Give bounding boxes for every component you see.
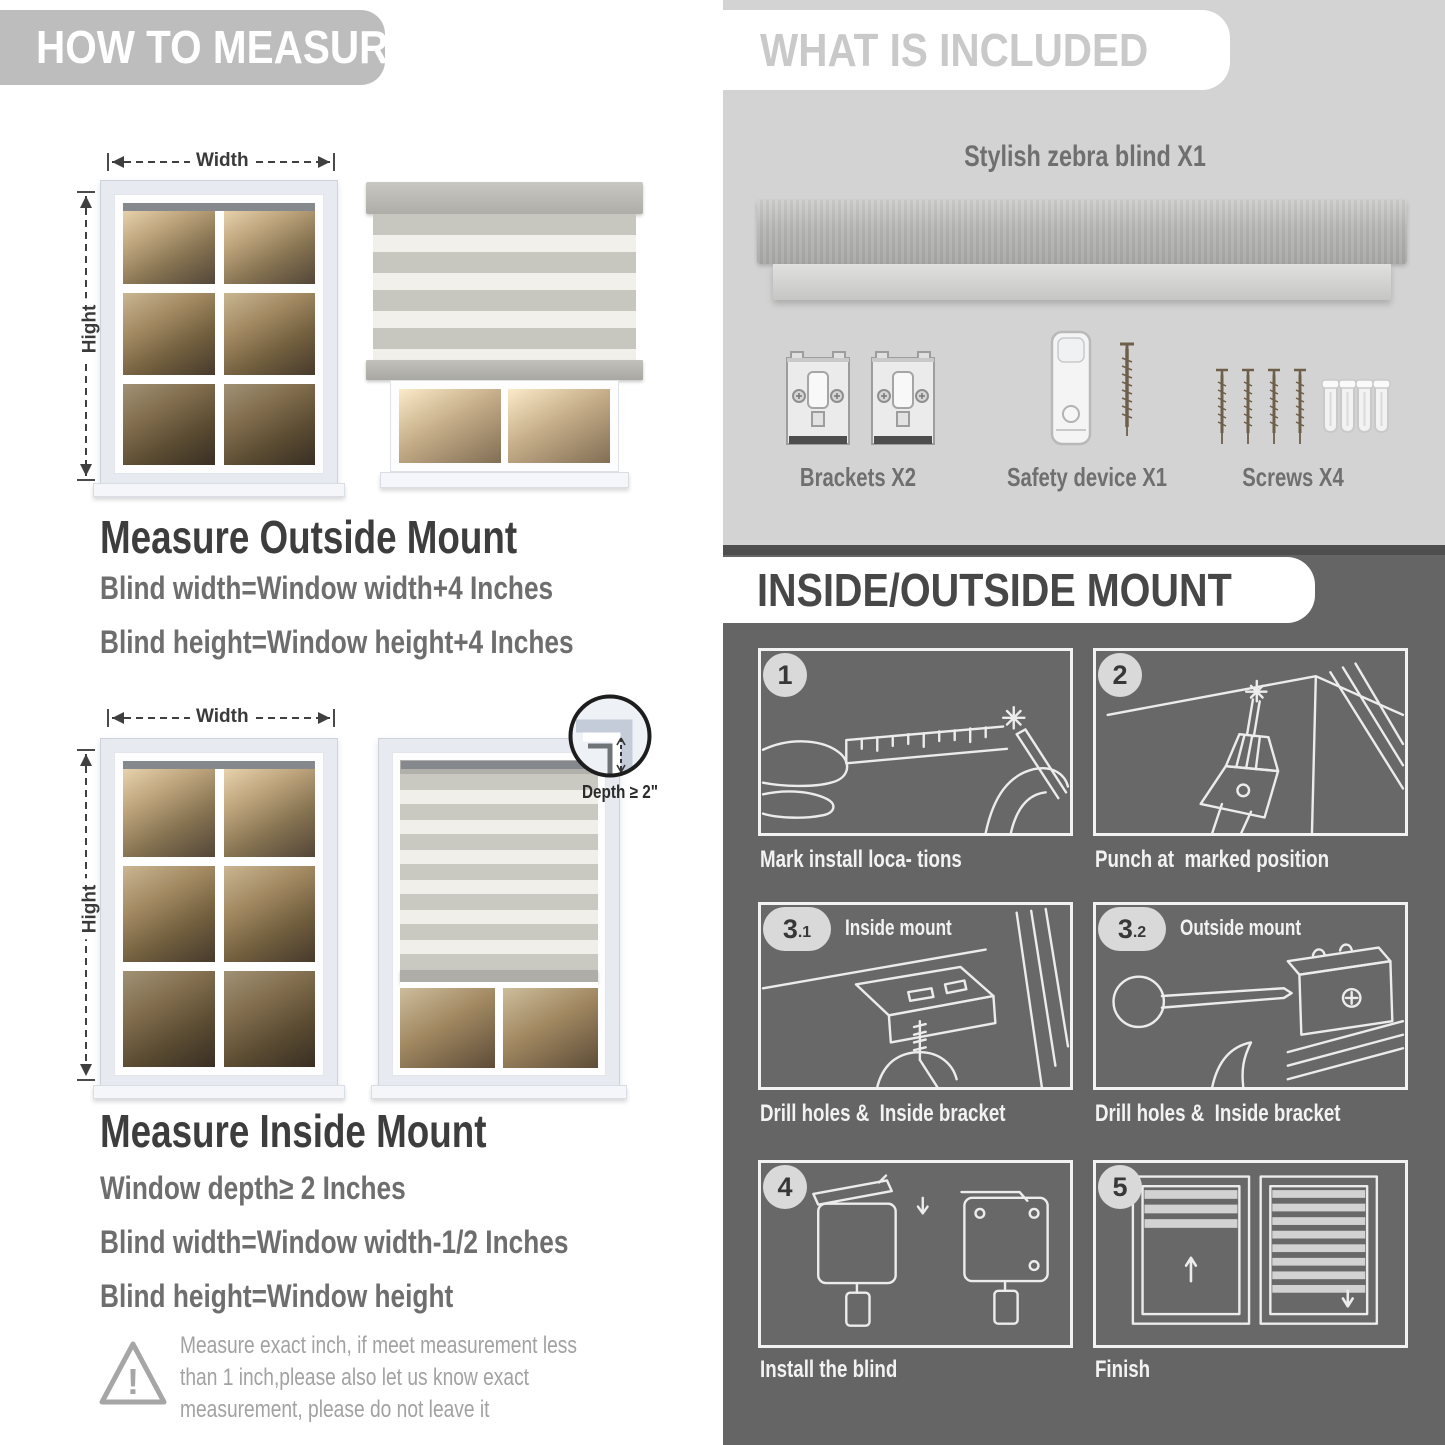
bracket-icon bbox=[783, 348, 938, 460]
outside-height-rule: Blind height=Window height+4 Inches bbox=[100, 624, 574, 660]
step-number-badge: 2 bbox=[1098, 653, 1142, 697]
step-caption-4: Install the blind bbox=[760, 1356, 898, 1383]
exclamation-triangle-icon bbox=[98, 1338, 168, 1410]
what-is-included-header bbox=[723, 10, 1230, 90]
drill-illustration bbox=[1096, 651, 1405, 833]
height-label: Hight bbox=[79, 299, 101, 360]
screws-label: Screws X4 bbox=[1242, 462, 1344, 492]
step-panel-3-2 bbox=[1093, 902, 1408, 1090]
blind-stripes bbox=[400, 774, 598, 970]
depth-magnifier bbox=[568, 694, 652, 778]
width-arrow-inside bbox=[106, 706, 336, 730]
warning-line-2: than 1 inch,please also let us know exact bbox=[180, 1364, 530, 1391]
screws-anchors-icon bbox=[1216, 366, 1391, 452]
height-label: Hight bbox=[79, 879, 101, 940]
magnifier-icon bbox=[568, 694, 652, 778]
window-illustration-inside bbox=[100, 738, 338, 1090]
safety-device-image bbox=[1042, 330, 1152, 457]
zebra-blind-rail-image bbox=[773, 264, 1391, 300]
inside-height-rule: Blind height=Window height bbox=[100, 1278, 454, 1314]
step-panel-1 bbox=[758, 648, 1073, 836]
inside-width-rule: Blind width=Window width-1/2 Inches bbox=[100, 1224, 569, 1260]
warning-line-3: measurement, please do not leave it bbox=[180, 1396, 490, 1423]
brackets-label: Brackets X2 bbox=[799, 462, 917, 492]
step-number-badge: 5 bbox=[1098, 1165, 1142, 1209]
mount-header bbox=[723, 557, 1315, 623]
screws-image bbox=[1216, 366, 1391, 457]
inside-mount-heading: Measure Inside Mount bbox=[100, 1105, 487, 1157]
width-label: Width bbox=[190, 706, 255, 728]
outside-width-rule: Blind width=Window width+4 Inches bbox=[100, 570, 554, 606]
product-label: Stylish zebra blind X1 bbox=[964, 140, 1206, 173]
finished-blind-illustration bbox=[1096, 1163, 1405, 1345]
window-below-blind bbox=[400, 982, 598, 1068]
window-sill bbox=[371, 1085, 627, 1099]
step-panel-5 bbox=[1093, 1160, 1408, 1348]
how-to-measure-header bbox=[0, 10, 416, 85]
brackets-image bbox=[783, 348, 938, 465]
height-arrow-outside bbox=[74, 190, 101, 482]
step-caption-1: Mark install loca- tions bbox=[760, 846, 962, 873]
cassette-install-illustration bbox=[761, 1163, 1070, 1345]
blind-stripes bbox=[373, 214, 636, 360]
step-number-badge: 3 .1 bbox=[763, 907, 831, 951]
window-illustration-outside bbox=[100, 180, 338, 488]
step-number-badge: 4 bbox=[763, 1165, 807, 1209]
window-panes bbox=[123, 203, 315, 465]
window-frame bbox=[114, 752, 324, 1076]
step-panel-3-1 bbox=[758, 902, 1073, 1090]
step-number-badge: 3 .2 bbox=[1098, 907, 1166, 951]
safety-device-label: Safety device X1 bbox=[1006, 462, 1168, 492]
how-to-measure-title: HOW TO MEASURE bbox=[36, 21, 416, 73]
window-panes bbox=[123, 761, 315, 1067]
warning-icon-wrap bbox=[98, 1338, 168, 1410]
window-sill bbox=[93, 1085, 345, 1099]
blind-bottom-rail bbox=[400, 970, 598, 982]
safety-device-icon bbox=[1042, 330, 1152, 452]
blind-bottom-rail bbox=[366, 360, 643, 380]
exclamation-glyph: ! bbox=[127, 1361, 139, 1402]
step-sub-label: Inside mount bbox=[845, 915, 952, 940]
width-label: Width bbox=[190, 150, 255, 172]
window-below-blind bbox=[390, 380, 619, 472]
warning-line-1: Measure exact inch, if meet measurement less bbox=[180, 1332, 577, 1359]
what-is-included-title: WHAT IS INCLUDED bbox=[760, 24, 1149, 76]
mount-title: INSIDE/OUTSIDE MOUNT bbox=[757, 564, 1232, 616]
step-caption-3-2: Drill holes & Inside bracket bbox=[1095, 1100, 1341, 1127]
step-caption-2: Punch at marked position bbox=[1095, 846, 1330, 873]
step-panel-4 bbox=[758, 1160, 1073, 1348]
section-divider bbox=[723, 545, 1445, 555]
step-sub-label: Outside mount bbox=[1180, 915, 1302, 940]
inside-depth-rule: Window depth≥ 2 Inches bbox=[100, 1170, 406, 1206]
depth-label: Depth ≥ 2" bbox=[581, 782, 658, 802]
blind-cassette bbox=[366, 182, 643, 214]
step-panel-2 bbox=[1093, 648, 1408, 836]
window-sill bbox=[93, 483, 345, 497]
step-caption-5: Finish bbox=[1095, 1356, 1151, 1383]
zebra-blind-cassette-image bbox=[757, 200, 1407, 264]
step-number-badge: 1 bbox=[763, 653, 807, 697]
outside-mount-heading: Measure Outside Mount bbox=[100, 511, 518, 563]
step-caption-3-1: Drill holes & Inside bracket bbox=[760, 1100, 1006, 1127]
ruler-pencil-illustration bbox=[761, 651, 1070, 833]
zebra-blind-outside-illustration bbox=[366, 182, 643, 488]
window-sill bbox=[380, 472, 629, 488]
width-arrow-outside bbox=[106, 150, 336, 174]
window-frame bbox=[114, 194, 324, 474]
height-arrow-inside bbox=[74, 748, 101, 1082]
